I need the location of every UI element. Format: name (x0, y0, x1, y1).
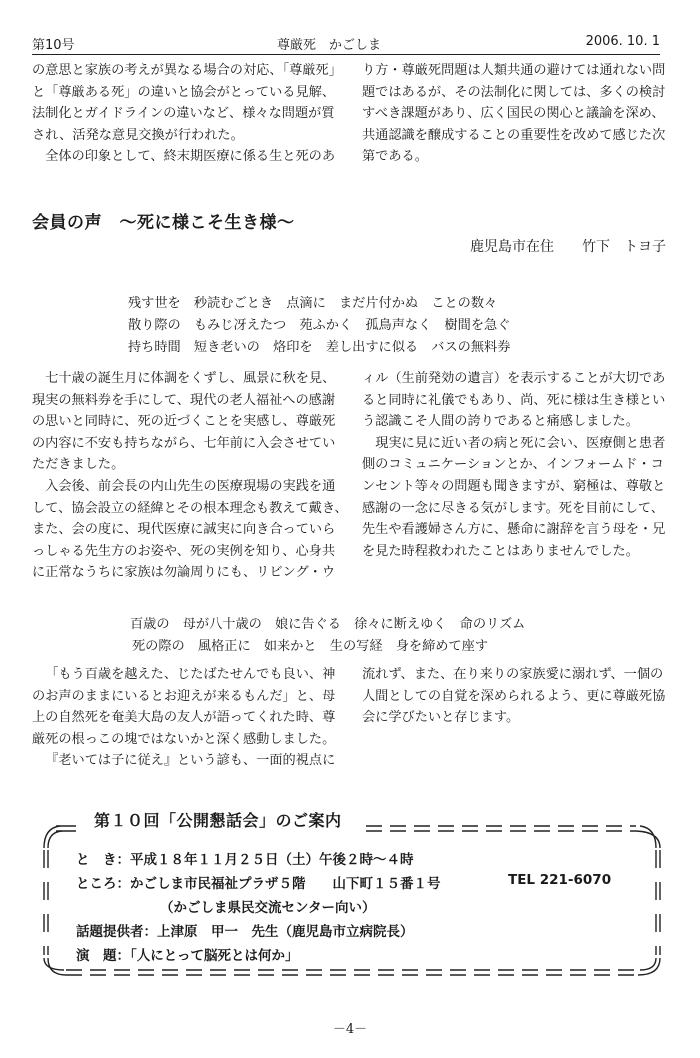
paragraph-line: 人間としての自覚を深められるよう、更に尊厳死協 (362, 688, 666, 704)
voice-right-column-2 (362, 664, 680, 729)
paragraph-line: 共通認識を醸成することの重要性を改めて感じた次 (362, 127, 666, 143)
author-name: 鹿児島市在住 竹下 トヨ子 (470, 239, 666, 255)
paragraph-line: の内容に不安も持ちながら、七年前に入会させてい (32, 435, 336, 451)
paragraph-line: と「尊厳ある死」の違いと協会がとっている見解、 (32, 84, 336, 100)
top-left-column (32, 60, 342, 168)
paragraph-line: 現実の無料券を手にして、現代の老人福祉への感謝 (32, 392, 336, 408)
newsletter-title: 尊厳死 かごしま (277, 38, 382, 53)
paragraph-line: ンセント等々の問題も聞きますが、窮極は、尊敬と (362, 478, 666, 494)
event-topic: 演 題：「人にとって脳死とは何か」 (76, 948, 299, 964)
paragraph-line: 法制化とガイドラインの違いなど、様々な問題が質 (32, 106, 335, 122)
paragraph-line: のお声のままにいるとお迎えが来るもんだ」と、母 (32, 688, 336, 704)
paragraph-line: に正常なうちに家族は勿論周りにも、リビング・ウ (32, 565, 336, 581)
paragraph-line: っしゃる先生方のお姿や、死の実例を知り、心身共 (32, 543, 336, 559)
paragraph-line: 会に学びたいと存じます。 (362, 710, 520, 726)
voice-right-column (362, 368, 680, 562)
tanka-verses-2 (130, 614, 525, 658)
header-rule (32, 54, 660, 55)
paragraph-line: 感謝の一念に尽きる気がします。死を目前にして、 (362, 500, 664, 516)
issue-number: 第10号 (32, 38, 75, 53)
tanka-verses (128, 293, 510, 359)
paragraph-line: 厳死の根っこの塊ではないかと深く感動しました。 (32, 731, 336, 747)
voice-left-column-2 (32, 664, 350, 772)
paragraph-line: 現実に見に近い者の病と死に会い、医療側と患者 (375, 435, 666, 451)
paragraph-line: り方・尊厳死問題は人類共通の避けては通れない問 (362, 63, 666, 78)
tanka-line: 死の際の 風格正に 如来かと 生の写経 身を締めて座す (132, 639, 489, 654)
page-header (32, 34, 660, 52)
event-where-note: （かごしま県民交流センター向い） (160, 900, 376, 916)
paragraph-line: して、協会設立の経緯とその根本理念も教えて戴き、 (32, 500, 348, 516)
tanka-line: 持ち時間 短き老いの 烙印を 差し出すに似る バスの無料券 (128, 340, 511, 355)
page-number: －4－ (332, 1022, 368, 1037)
event-details (76, 848, 441, 968)
tanka-line: 百歳の 母が八十歳の 娘に告ぐる 徐々に断えゆく 命のリズム (130, 617, 526, 632)
section-title: 会員の声 ～死に様こそ生き様～ (32, 213, 295, 233)
paragraph-line: され、活発な意見交換が行われた。 (32, 127, 244, 143)
paragraph-line: 入会後、前会長の内山先生の医療現場の実践を通 (45, 478, 336, 494)
paragraph-line: 上の自然死を奄美大島の友人が語ってくれた時、尊 (32, 710, 336, 726)
paragraph-line: ただきました。 (32, 457, 125, 473)
event-when: と き：平成１８年１１月２５日（土）午後２時～４時 (76, 852, 414, 868)
voice-left-column (32, 368, 350, 584)
paragraph-line: 「もう百歳を越えた、じたばたせんでも良い、神 (45, 667, 336, 682)
paragraph-line: 側のコミュニケーションとか、インフォームド・コ (362, 457, 664, 473)
paragraph-line: ると同時に礼儀でもあり、尚、死に様は生き様とい (362, 392, 666, 408)
event-tel: TEL 221-6070 (508, 872, 612, 888)
event-title: 第１０回「公開懇話会」のご案内 (90, 808, 346, 831)
tanka-line: 残す世を 秒読むごとき 点滴に まだ片付かぬ ことの数々 (128, 296, 498, 311)
paragraph-line: 第である。 (362, 149, 428, 165)
issue-date: 2006. 10. 1 (585, 34, 660, 49)
paragraph-line: 七十歳の誕生月に体調をくずし、風景に秋を見、 (45, 371, 336, 386)
paragraph-line: 『老いては子に従え』という諺も、一面的視点に (45, 753, 336, 769)
paragraph-line: また、会の度に、現代医療に誠実に向き合っていら (32, 522, 336, 538)
paragraph-line: う認識こそ人間の誇りであると痛感しました。 (362, 414, 639, 430)
paragraph-line: 題ではあるが、その法制化に関しては、多くの検討 (362, 84, 666, 100)
paragraph-line: ィル（生前発効の遺言）を表示することが大切であ (362, 371, 666, 386)
paragraph-line: すべき課題があり、広く国民の関心と議論を深め、 (362, 106, 665, 122)
top-right-column (362, 60, 672, 168)
paragraph-line: の思いと同時に、死の近づくことを実感し、尊厳死 (32, 414, 336, 430)
paragraph-line: 全体の印象として、終末期医療に係る生と死のあ (45, 149, 336, 165)
paragraph-line: 流れず、また、在り来りの家族愛に溺れず、一個の (362, 667, 664, 682)
paragraph-line: の意思と家族の考えが異なる場合の対応、「尊厳死」 (32, 63, 342, 78)
paragraph-line: 先生や看護婦さん方に、懸命に謝辞を言う母を・兄 (362, 522, 666, 538)
event-where: ところ：かごしま市民福祉プラザ５階 山下町１５番１号 (76, 876, 441, 892)
tanka-line: 散り際の もみじ冴えたつ 苑ふかく 孤鳥声なく 樹間を急ぐ (128, 318, 511, 333)
event-speaker: 話題提供者：上津原 甲一 先生（鹿児島市立病院長） (76, 924, 414, 940)
paragraph-line: を見た時程救われたことはありませんでした。 (362, 543, 639, 559)
